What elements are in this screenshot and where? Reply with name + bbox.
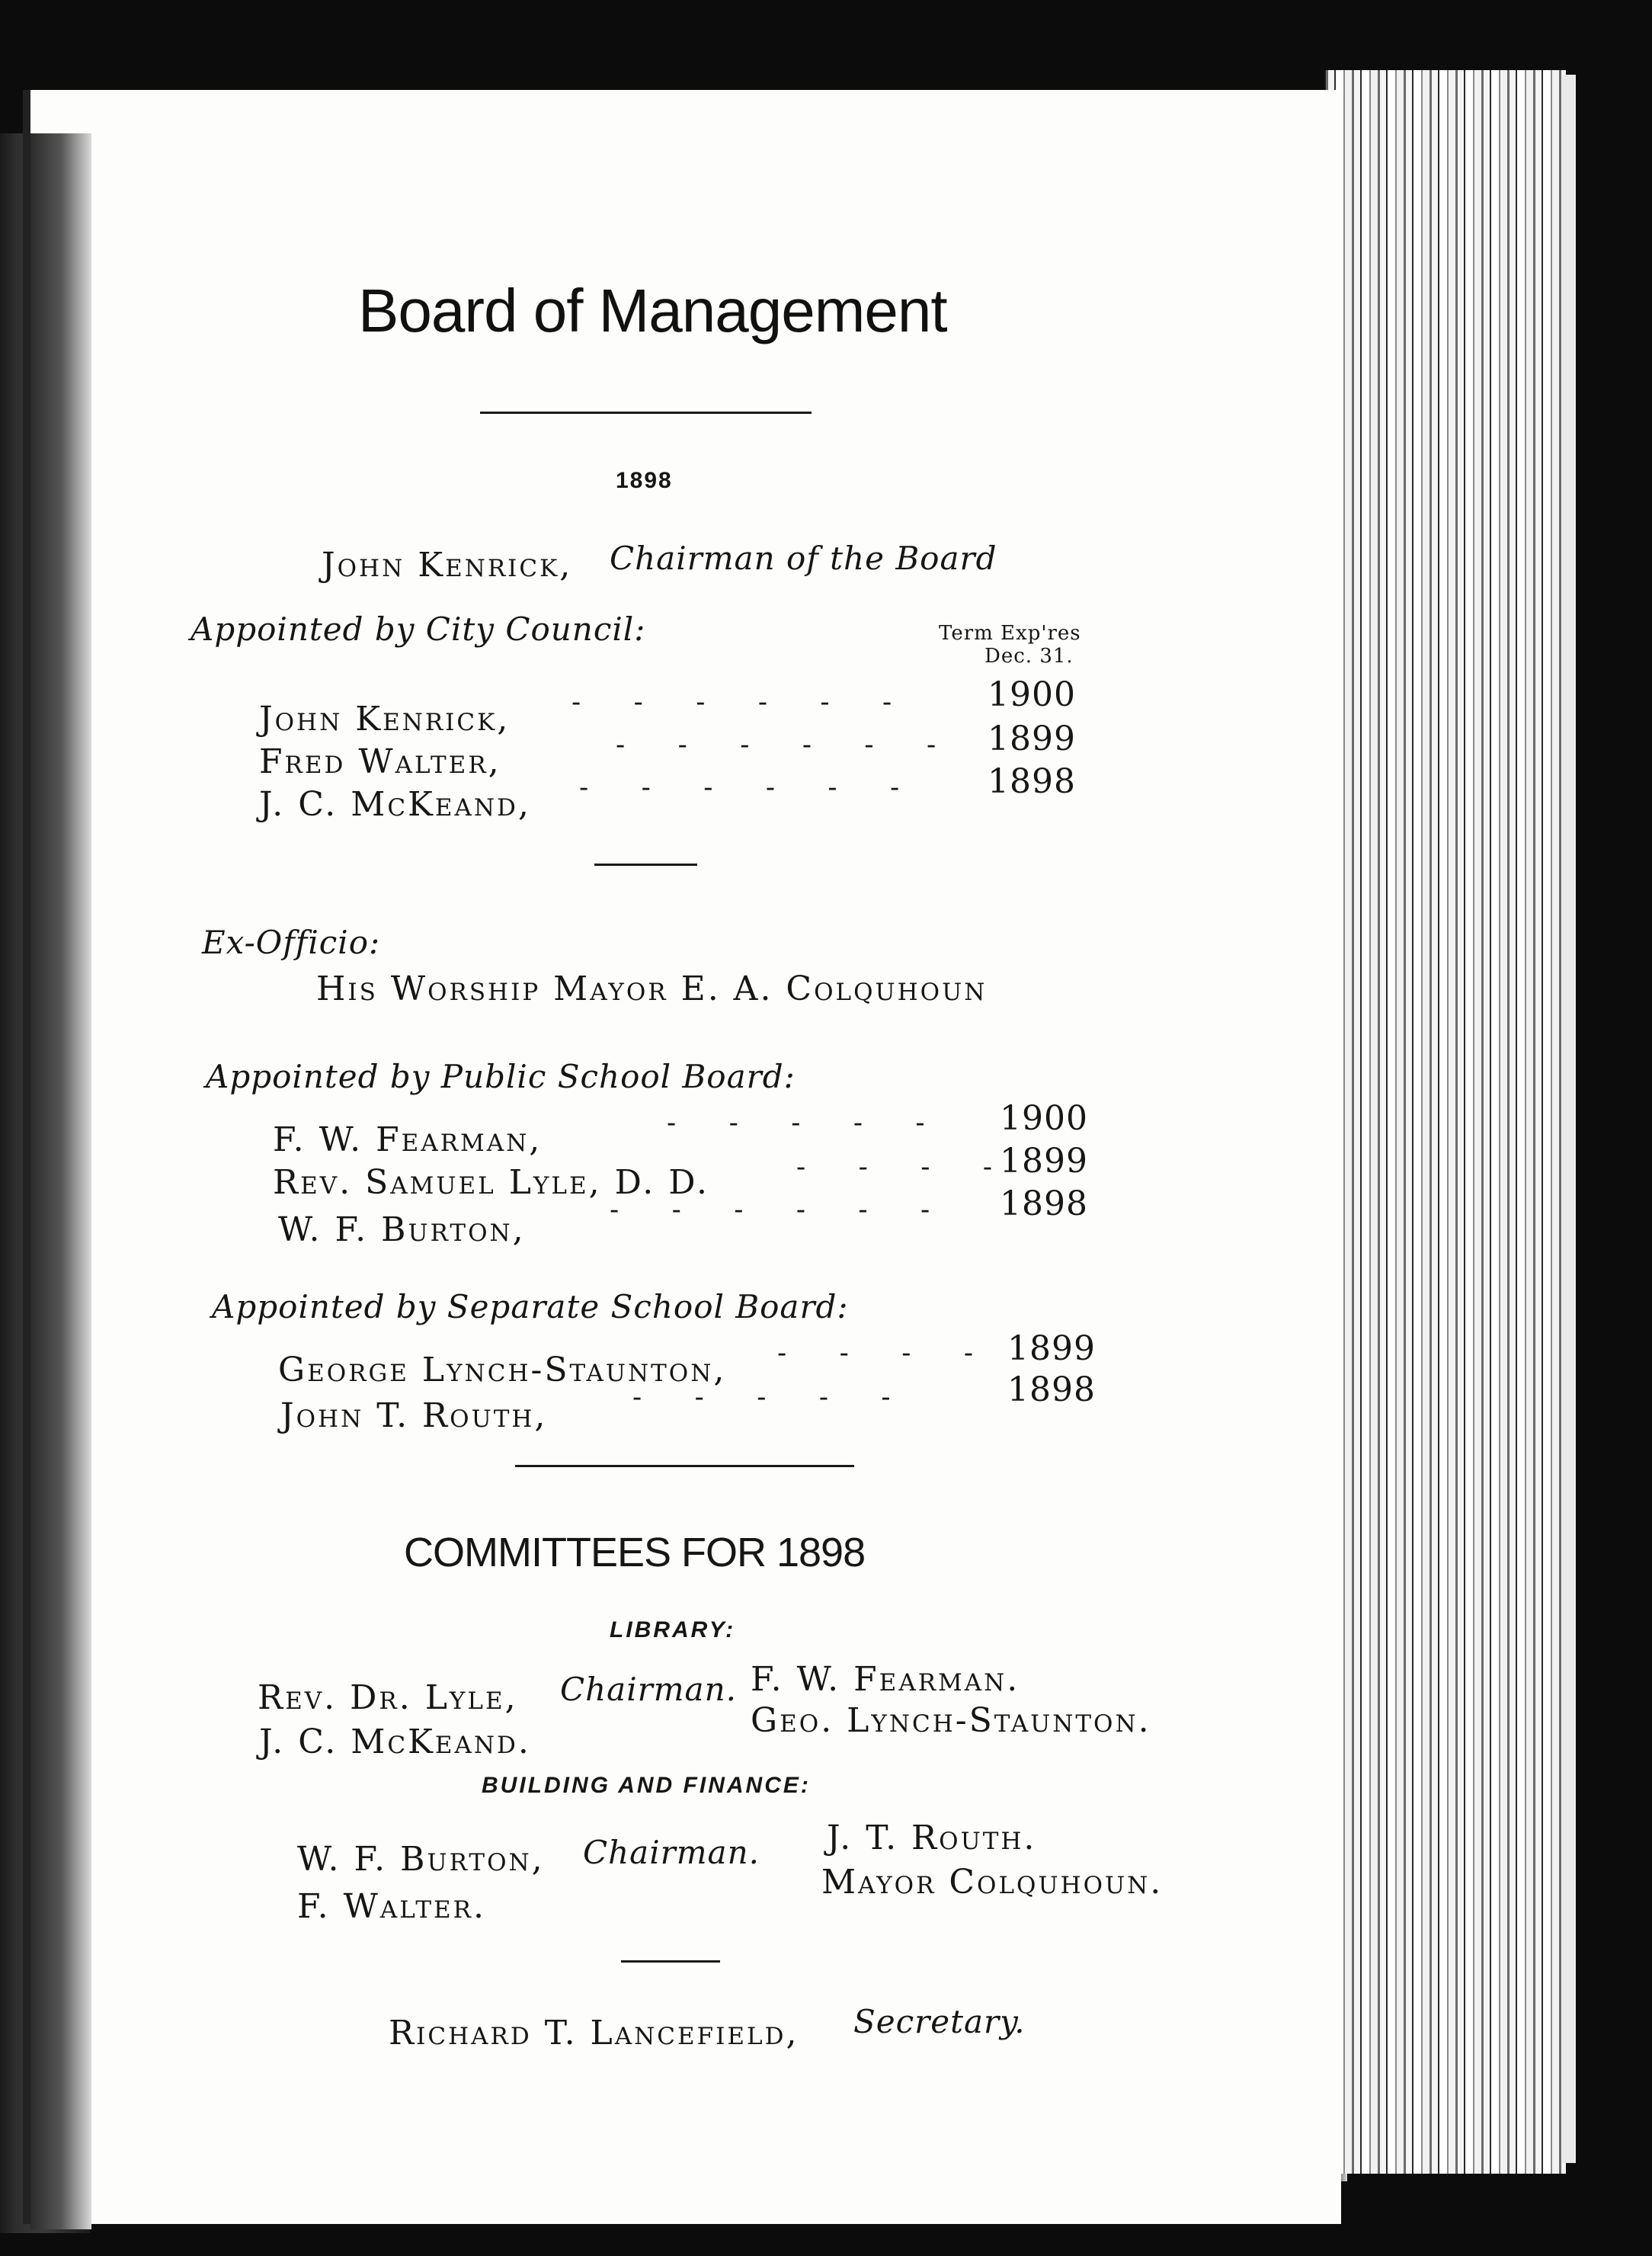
term-year: 1899 <box>1000 1142 1088 1181</box>
member-name: J. C. McKeand, <box>259 785 531 824</box>
term-year: 1898 <box>1000 1184 1088 1223</box>
separate-school-heading: Appointed by Separate School Board: <box>212 1288 849 1325</box>
term-header-line1: Term Exp'res <box>939 622 1081 645</box>
term-year: 1900 <box>1000 1099 1088 1138</box>
title-rule <box>480 412 812 414</box>
leader-dots: - - - - - <box>632 1382 891 1413</box>
building-chair-role: Chairman. <box>583 1834 760 1871</box>
secretary-name: Richard T. Lancefield, <box>389 2014 799 2053</box>
term-year: 1898 <box>988 762 1076 801</box>
section-rule <box>515 1465 854 1467</box>
leader-dots: - - - - - - <box>571 687 892 718</box>
member-name: F. W. Fearman, <box>273 1120 543 1159</box>
building-member: J. T. Routh. <box>827 1819 1037 1857</box>
year-heading: 1898 <box>616 468 673 493</box>
city-council-heading: Appointed by City Council: <box>190 610 646 648</box>
chairman-role: Chairman of the Board <box>610 540 997 577</box>
book-edge-right <box>1562 75 1576 2163</box>
building-member: Mayor Colquhoun. <box>821 1863 1164 1902</box>
section-rule <box>594 864 697 866</box>
library-member: Geo. Lynch-Staunton. <box>751 1701 1151 1740</box>
term-year: 1898 <box>1007 1370 1096 1409</box>
term-year: 1899 <box>988 719 1076 758</box>
term-header-line2: Dec. 31. <box>984 645 1074 668</box>
leader-dots: - - - - <box>796 1152 992 1183</box>
leader-dots: - - - - - - <box>579 772 900 803</box>
building-chair-name: W. F. Burton, <box>297 1840 545 1879</box>
member-name: George Lynch-Staunton, <box>278 1351 727 1389</box>
member-name: W. F. Burton, <box>278 1210 526 1249</box>
ex-officio-member: His Worship Mayor E. A. Colquhoun <box>316 969 988 1008</box>
leader-dots: - - - - - - <box>610 1194 930 1226</box>
library-member: J. C. McKeand. <box>259 1722 531 1761</box>
committees-title: COMMITTEES FOR 1898 <box>404 1530 866 1575</box>
library-chair-name: Rev. Dr. Lyle, <box>258 1678 518 1717</box>
page-title: Board of Management <box>358 277 947 344</box>
page-edges-stack <box>1326 70 1566 2174</box>
leader-dots: - - - - - - <box>616 729 936 761</box>
term-year: 1899 <box>1007 1329 1096 1368</box>
library-heading: LIBRARY: <box>610 1617 736 1642</box>
building-member: F. Walter. <box>297 1887 486 1926</box>
leader-dots: - - - - <box>777 1338 973 1369</box>
member-name: Rev. Samuel Lyle, D. D. <box>273 1163 709 1202</box>
leader-dots: - - - - - <box>667 1107 925 1139</box>
public-school-heading: Appointed by Public School Board: <box>206 1058 796 1095</box>
member-name: Fred Walter, <box>259 742 501 781</box>
chairman-name: John Kenrick, <box>322 546 573 585</box>
building-finance-heading: BUILDING AND FINANCE: <box>482 1773 811 1798</box>
member-name: John Kenrick, <box>259 700 511 739</box>
book-page <box>23 90 1341 2224</box>
library-member: F. W. Fearman. <box>751 1660 1020 1699</box>
binding-shadow <box>30 133 91 2229</box>
ex-officio-heading: Ex-Officio: <box>202 924 381 961</box>
section-rule <box>621 1960 720 1963</box>
term-year: 1900 <box>988 675 1076 714</box>
member-name: John T. Routh, <box>280 1396 548 1435</box>
secretary-role: Secretary. <box>853 2003 1026 2040</box>
library-chair-role: Chairman. <box>560 1671 738 1708</box>
